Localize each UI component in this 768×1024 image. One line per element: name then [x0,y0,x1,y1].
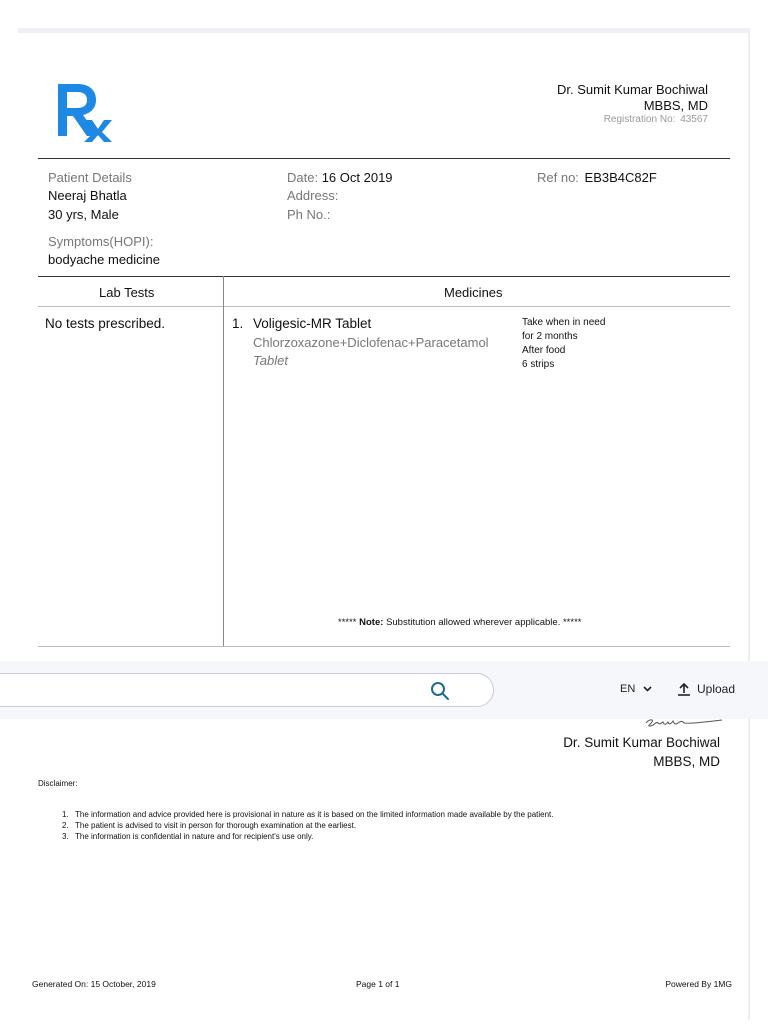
viewer-toolbar [0,661,768,719]
ref-value: EB3B4C82F [584,170,657,185]
language-select[interactable] [620,683,652,695]
table-column-divider [223,276,224,646]
ref-label: Ref no: [537,170,579,185]
medicine-index: 1. [232,316,244,331]
table-bottom-border [38,646,223,647]
upload-label: Upload [697,682,736,696]
medicine-composition: Chlorzoxazone+Diclofenac+Paracetamol [253,335,489,350]
note-label: Note: [359,617,384,628]
phone-label: Ph No.: [287,207,331,222]
doctor-footer [563,733,720,771]
table-header-border [38,306,730,307]
visit-date [287,169,393,187]
symptoms-label: Symptoms(HOPI): [48,234,154,249]
search-input[interactable] [0,673,494,707]
lab-tests-value: No tests prescribed. [45,316,166,331]
registration-number: 43567 [680,114,708,125]
patient-details-label: Patient Details [48,170,132,185]
divider [38,158,730,159]
disclaimer-list [62,809,554,842]
table-top-border [38,276,730,277]
date-label: Date: [287,170,319,185]
footer-doctor-qualification: MBBS, MD [653,754,720,769]
generated-on: Generated On: 15 October, 2019 [32,979,156,989]
disclaimer-title: Disclaimer: [38,779,78,788]
medicine-form: Tablet [253,353,288,368]
dosage-line: After food [522,345,566,356]
page-number: Page 1 of 1 [356,979,400,989]
footer-doctor-name: Dr. Sumit Kumar Bochiwal [563,735,720,750]
patient-age-sex: 30 yrs, Male [48,207,119,222]
note-suffix: ***** [562,617,582,628]
disclaimer-text: The information and advice provided here is provisional in nature as it is based on the limited information made available by the patient. [75,810,554,819]
language-value: EN [620,683,636,695]
top-strip [18,28,750,33]
doctor-qualification: MBBS, MD [643,98,708,113]
dosage-line: Take when in need [522,317,606,328]
upload-icon [677,682,691,696]
rx-logo [54,80,112,142]
disclaimer-text: The patient is advised to visit in person for thorough examination at the earliest. [75,821,357,830]
date-value: 16 Oct 2019 [321,170,393,185]
doctor-name: Dr. Sumit Kumar Bochiwal [557,82,708,97]
search-icon[interactable] [429,680,451,702]
note-text: Substitution allowed wherever applicable. [386,617,561,628]
address-label: Address: [287,188,339,203]
disclaimer-item: 3. The information is confidential in nature and for recipient's use only. [62,832,314,841]
lab-tests-header: Lab Tests [99,285,155,300]
chevron-down-icon [643,686,652,692]
doctor-registration [557,114,708,126]
disclaimer-item: 2. The patient is advised to visit in person for thorough examination at the earliest. [62,821,357,830]
disclaimer-item: 1. The information and advice provided here is provisional in nature as it is based on the limited information made available by the patient. [62,810,554,819]
dosage-line: 6 strips [522,359,555,370]
ref-number [537,169,657,187]
symptoms-value: bodyache medicine [48,252,161,267]
note-prefix: ***** [338,617,357,628]
registration-label: Registration No: [603,114,676,125]
upload-button[interactable] [677,682,735,696]
disclaimer-text: The information is confidential in nature and for recipient's use only. [75,832,314,841]
substitution-note [338,617,581,628]
dosage-line: for 2 months [522,331,578,342]
medicine-name: Voligesic-MR Tablet [253,316,372,331]
medicines-header: Medicines [444,285,503,300]
page-edge [748,30,750,1020]
signature [640,714,724,732]
medicine-dosage [522,316,605,372]
doctor-header [557,82,708,126]
patient-name: Neeraj Bhatla [48,188,127,203]
powered-by: Powered By 1MG [665,979,732,989]
table-bottom-border-right [223,646,730,647]
